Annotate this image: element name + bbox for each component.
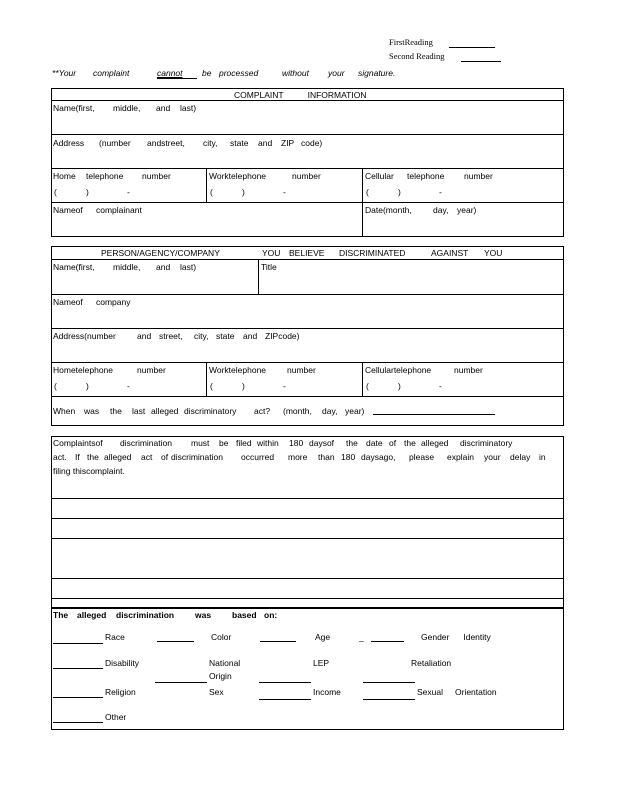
delay-line-3: filing thiscomplaint. [53,466,125,476]
retaliation-label: Retaliation [411,658,452,668]
sex-checkline[interactable] [259,699,311,700]
complaint-info-title: COMPLAINT INFORMATION [234,90,367,100]
other-checkline[interactable] [53,722,103,723]
other-label: Other [105,712,127,722]
complainant-work-phone[interactable]: Worktelephone number ( ) - [209,171,321,197]
disability-checkline[interactable] [53,668,103,669]
national-origin-checkline[interactable] [155,682,207,683]
gender-identity-checkline[interactable] [371,641,404,642]
income-label: Income [313,687,341,697]
lep-checkline[interactable] [259,682,311,683]
complainant-name-field[interactable]: Name(first, middle, and last) [53,103,197,113]
age-label: Age [315,632,331,642]
delay-line-2: act. If the alleged act of discrimination occurred more than 180 daysago, please explain your delay in [53,452,546,462]
color-checkline[interactable] [157,641,194,642]
gender-identity-label: Gender Identity [421,632,491,642]
complaint-date-field[interactable]: Date(month, day, year) [365,205,477,215]
basis-heading: The alleged discrimination was based on: [53,610,278,620]
delay-explanation-line-4[interactable] [52,579,563,597]
respondent-header: PERSON/AGENCY/COMPANY YOU BELIEVE DISCRIMINATED AGAINST YOU [101,248,503,258]
delay-line-1: Complaintsof discrimination must be filed within 180 daysof the date of the alleged discriminatory [53,438,513,448]
religion-label: Religion [105,687,136,697]
first-reading-line[interactable] [449,47,495,48]
delay-explanation-line-2[interactable] [52,519,563,537]
retaliation-checkline[interactable] [363,682,415,683]
last-act-question: When was the last alleged discriminatory act? (month, day, year) [53,406,365,416]
company-name-field[interactable]: Nameof company [53,297,131,307]
respondent-cell-phone[interactable]: Cellulartelephone number ( ) - [365,365,483,391]
lep-label: LEP [313,658,330,668]
national-label: National [209,658,241,668]
cannot-underline [157,78,197,79]
race-label: Race [105,632,125,642]
last-act-date-line[interactable] [373,414,495,415]
income-checkline[interactable] [363,699,415,700]
respondent-title-field[interactable]: Title [261,262,277,272]
underscore-mark: _ [359,632,364,642]
respondent-name-field[interactable]: Name(first, middle, and last) [53,262,197,272]
second-reading-label: Second Reading [389,51,445,61]
discrimination-basis-box [51,608,564,730]
race-checkline[interactable] [53,643,103,644]
first-reading-label: FirstReading [389,37,433,47]
delay-explanation-line-3[interactable] [52,539,563,577]
name-of-complainant-field[interactable]: Nameof complainant [53,205,142,215]
complainant-cell-phone[interactable]: Cellular telephone number ( ) - [365,171,493,197]
respondent-address-field[interactable]: Address(number and street, city, state and ZIPcode) [53,331,300,341]
sex-label: Sex [209,687,224,697]
age-checkline[interactable] [260,641,296,642]
respondent-home-phone[interactable]: Hometelephone number ( ) - [53,365,166,391]
sexual-orientation-label: Sexual Orientation [417,687,497,697]
complainant-home-phone[interactable]: Home telephone number ( ) - [53,171,171,197]
disability-label: Disability [105,658,140,668]
religion-checkline[interactable] [53,697,103,698]
complainant-address-field[interactable]: Address (number andstreet, city, state and ZIP code) [53,138,323,148]
color-label: Color [211,632,232,642]
second-reading-line[interactable] [461,61,501,62]
delay-explanation-line-1[interactable] [52,499,563,518]
origin-label: Origin [209,671,232,681]
respondent-work-phone[interactable]: Worktelephone number ( ) - [209,365,316,391]
